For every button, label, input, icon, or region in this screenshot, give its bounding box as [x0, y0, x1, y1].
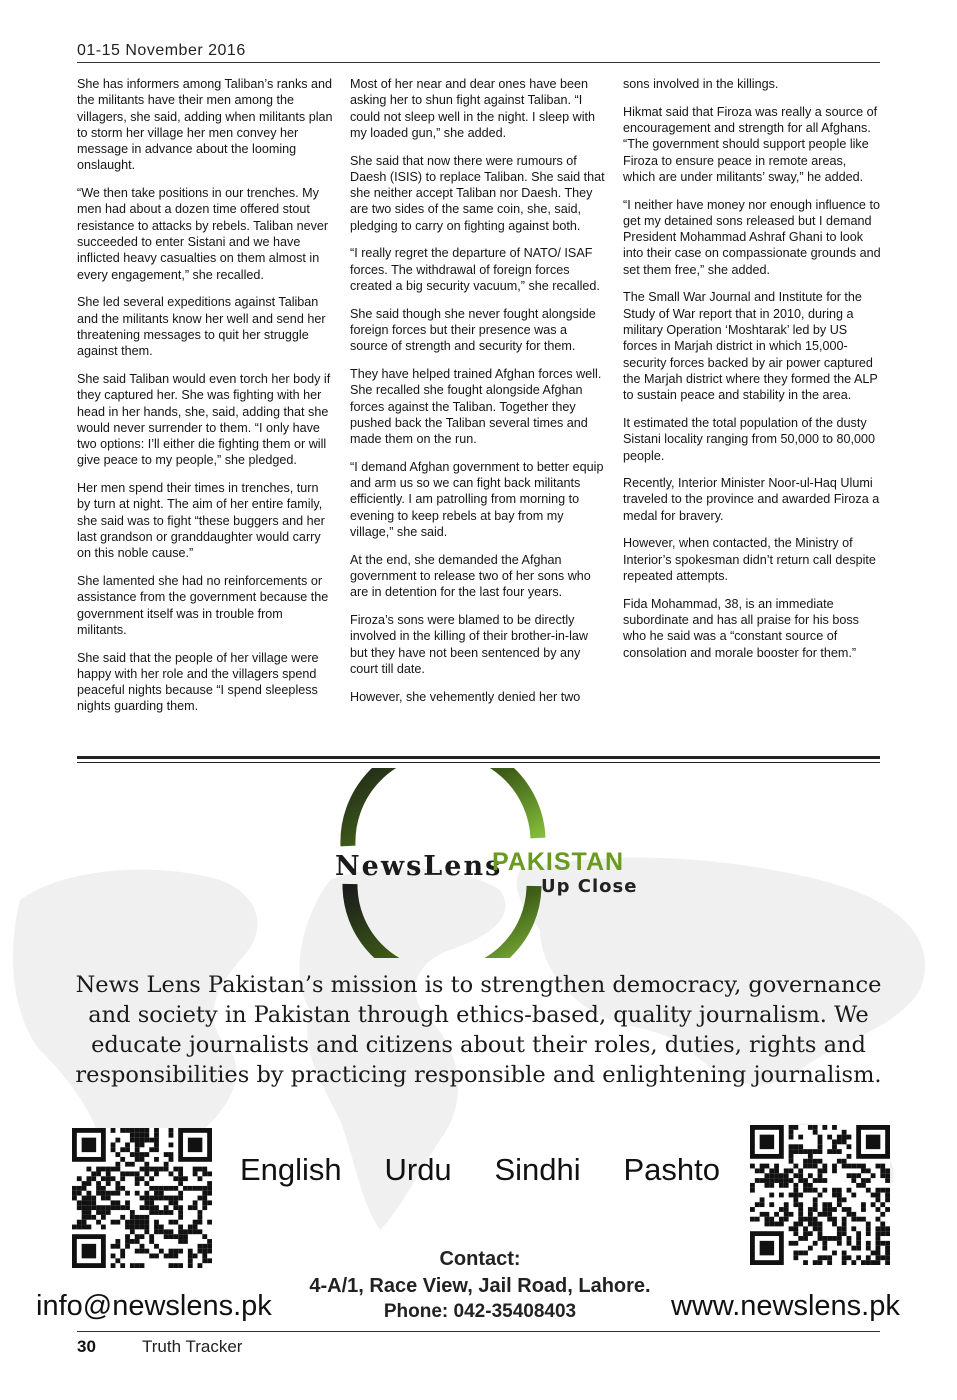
- paragraph: She said though she never fought alongside foreign forces but their presence was a source of strength and security for them.: [350, 306, 596, 354]
- paragraph: She said that the people of her village were happy with her role and the villagers spend peaceful nights because “I spend sleepless nights guarding them.: [77, 650, 319, 714]
- paragraph: sons involved in the killings.: [623, 77, 779, 91]
- website-link[interactable]: www.newslens.pk: [671, 1290, 900, 1322]
- paragraph: However, when contacted, the Ministry of Interior’s spokesman didn’t return call despite repeated attempts.: [623, 536, 876, 584]
- paragraph: Hikmat said that Firoza was really a source of encouragement and strength for all Afghans. “The government should support people like Firoza to ensure peace in remote areas, which are under militants’ sway,” he added.: [623, 104, 878, 184]
- paragraph: Her men spend their times in trenches, turn by turn at night. The aim of her entire family, she said was to fight “these buggers and her last grandson or granddaughter would carry on this noble cause.”: [77, 481, 325, 561]
- paragraph: She has informers among Taliban’s ranks and the militants have their men among the villagers, she said, adding when militants plan to storm her village her men convey her message in advance about the looming onslaught.: [77, 77, 333, 173]
- paragraph: Fida Mohammad, 38, is an immediate subordinate and has all praise for his boss who he said was a “constant source of consolation and morale booster for them.”: [623, 596, 859, 660]
- article-column-3: [623, 76, 881, 672]
- language-sindhi: Sindhi: [494, 1152, 581, 1187]
- email-address[interactable]: info@newslens.pk: [36, 1290, 272, 1322]
- paragraph: She led several expeditions against Taliban and the militants know her well and send her threatening messages to quit her struggle against them.: [77, 295, 326, 359]
- paragraph: She lamented she had no reinforcements or assistance from the government because the government itself was in trouble from militants.: [77, 573, 329, 637]
- footer-rule: [77, 1331, 880, 1332]
- paragraph: “I neither have money nor enough influence to get my detained sons released but I demand President Mohammad Ashraf Ghani to look into their case on compassionate grounds and set them free,” she added.: [623, 197, 881, 277]
- logo-tagline: Up Close: [541, 876, 638, 897]
- logo-wordmark: NewsLens: [335, 851, 503, 882]
- paragraph: They have helped trained Afghan forces well. She recalled she fought alongside Afghan forces against the Taliban. Together they pushed back the Taliban several times and made them on the run.: [350, 367, 602, 447]
- article-column-2: [350, 76, 608, 716]
- paragraph: At the end, she demanded the Afghan government to release two of her sons who are in detention for the last four years.: [350, 552, 591, 600]
- article-column-1: [77, 76, 335, 726]
- paragraph: “I really regret the departure of NATO/ ISAF forces. The withdrawal of foreign forces created a big security vacuum,” she recalled.: [350, 246, 600, 294]
- paragraph: It estimated the total population of the dusty Sistani locality ranging from 50,000 to 80,000 people.: [623, 415, 876, 463]
- language-list: [230, 1152, 730, 1188]
- contact-block: [290, 1245, 670, 1325]
- mission-statement: News Lens Pakistan’s mission is to strengthen democracy, governance and society in Pakistan through ethics-based, quality journalism. We educate journalists and citizens about their roles, duties, rights and responsibilities by practicing responsible and enlightening journalism.: [75, 972, 882, 1088]
- section-divider-thin: [77, 762, 880, 763]
- section-divider: [77, 756, 880, 759]
- newslens-logo: [320, 768, 650, 958]
- paragraph: However, she vehemently denied her two: [350, 689, 581, 704]
- contact-title: Contact:: [439, 1248, 521, 1270]
- paragraph: The Small War Journal and Institute for the Study of War report that in 2010, during a military Operation ‘Moshtarak’ led by US forces in Marjah district in which 15,000- security forces backed by air power captured the Marjah district where they formed the ALP to sustain peace and stability in the area.: [623, 290, 878, 403]
- contact-phone: Phone: 042-35408403: [383, 1301, 577, 1322]
- language-pashto: Pashto: [623, 1152, 720, 1187]
- contact-address: 4-A/1, Race View, Jail Road, Lahore.: [309, 1275, 651, 1297]
- paragraph: “I demand Afghan government to better equip and arm us so we can fight back militants efficiently. I am patrolling from morning to evening to keep rebels at bay from my village,” she said.: [350, 459, 604, 540]
- qr-code-right: [750, 1125, 890, 1265]
- paragraph: She said that now there were rumours of Daesh (ISIS) to replace Taliban. She said that she neither accept Taliban nor Daesh. They are two sides of the same coin, she, said, pledging to carry on fighting against both.: [350, 153, 605, 233]
- paragraph: Firoza’s sons were blamed to be directly involved in the killing of their brother-in-law but they have not been sentenced by any court till date.: [350, 613, 588, 676]
- language-english: English: [240, 1152, 342, 1187]
- language-urdu: Urdu: [384, 1152, 452, 1187]
- issue-date: 01-15 November 2016: [77, 42, 246, 59]
- logo-country: PAKISTAN: [492, 848, 625, 876]
- header-rule: [77, 62, 880, 63]
- qr-code-left: [72, 1128, 212, 1268]
- page-number: 30: [77, 1337, 96, 1356]
- paragraph: Recently, Interior Minister Noor-ul-Haq Ulumi traveled to the province and awarded Firoza a medal for bravery.: [623, 476, 880, 523]
- paragraph: Most of her near and dear ones have been asking her to shun fight against Taliban. “I could not sleep well in the night. I sleep with my loaded gun,” she added.: [350, 77, 596, 140]
- paragraph: “We then take positions in our trenches. My men had about a dozen time offered stout resistance to attacks by rebels. Taliban never succeeded to enter Sistani and we have inflicted heavy casualties on them almost in every engagement,” she recalled.: [77, 186, 329, 282]
- paragraph: She said Taliban would even torch her body if they captured her. She was fighting with her head in her hands, she, said, adding that she would never surrender to them. “I only have two options: I’ll either die fighting them or will give peace to my people,” she pledged.: [77, 371, 331, 468]
- publication-name: Truth Tracker: [142, 1337, 243, 1356]
